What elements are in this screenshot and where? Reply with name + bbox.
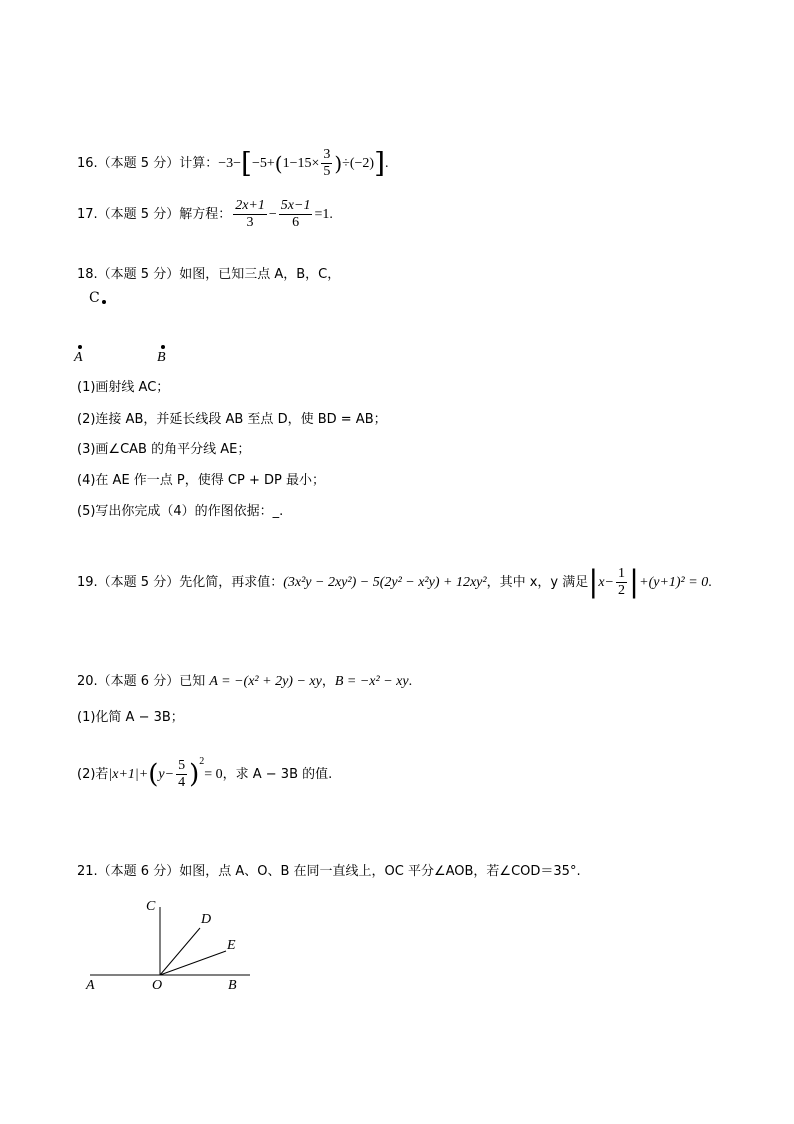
- q16-expr-pre: −3−: [218, 156, 242, 171]
- point-c-label: C: [89, 290, 100, 306]
- q17-fraction-2: [279, 198, 313, 231]
- point-b: [161, 345, 165, 349]
- q19-abs-open: |: [588, 564, 599, 600]
- q19-expr: (3x²y − 2xy²) − 5(2y² − x²y) + 12xy²: [283, 575, 487, 590]
- q17-f2-num: 5x−1: [280, 198, 311, 213]
- q18-item-3: (3)画∠CAB 的角平分线 AE；: [77, 442, 251, 457]
- q18-item-1: (1)画射线 AC；: [77, 380, 170, 395]
- q21-label-o: O: [152, 978, 163, 993]
- q20-item2-eq: = 0: [204, 767, 223, 782]
- question-21-header: 21.（本题 6 分）如图，点 A、O、B 在同一直线上，OC 平分∠AOB，若∠COD＝35°.: [77, 864, 581, 879]
- q21-label-c: C: [146, 899, 156, 914]
- q17-minus: −: [268, 207, 277, 222]
- q21-label-b: B: [228, 978, 237, 993]
- q17-f2-den: 6: [292, 215, 300, 230]
- q16-paren-close: ): [334, 151, 343, 176]
- question-20: [77, 672, 412, 692]
- point-a: [78, 345, 82, 349]
- q16-end: .: [385, 156, 389, 171]
- q20-expr-a: A = −(x² + 2y) − xy: [209, 674, 322, 689]
- q21-label-d: D: [201, 912, 212, 927]
- question-16: [77, 147, 389, 180]
- q16-bracket-close: ]: [374, 146, 386, 180]
- q20-item2-paren-pre: y−: [158, 767, 175, 782]
- q19-fraction: [616, 566, 627, 599]
- q18-item-4: (4)在 AE 作一点 P，使得 CP + DP 最小；: [77, 473, 325, 488]
- q17-fraction-1: [233, 198, 267, 231]
- q18-item-5: (5)写出你完成（4）的作图依据：_.: [77, 504, 284, 519]
- question-19-header: 19.（本题 5 分）先化简，再求值：: [77, 575, 284, 590]
- question-17-header: 17.（本题 5 分）解方程：: [77, 207, 232, 222]
- q20-item2-pre: (2)若: [77, 767, 109, 782]
- q19-frac-den: 2: [618, 583, 626, 598]
- q20-end: .: [408, 674, 413, 689]
- question-16-header: 16.（本题 5 分）计算：: [77, 156, 219, 171]
- q17-f1-num: 2x+1: [235, 198, 265, 213]
- question-20-header: 20.（本题 6 分）已知: [77, 674, 206, 689]
- q20-expr-b: B = −x² − xy: [334, 674, 409, 689]
- q16-expr-post: ÷: [342, 156, 350, 171]
- q16-frac-den: 5: [323, 164, 331, 179]
- q17-end: .: [329, 207, 333, 222]
- q19-cond-post: +(y+1)² = 0: [639, 575, 709, 590]
- q16-frac-num: 3: [323, 147, 331, 162]
- q20-frac-num: 5: [178, 758, 186, 773]
- question-19: [77, 566, 712, 599]
- q17-rhs: =1: [314, 207, 330, 222]
- q21-label-e: E: [227, 938, 236, 953]
- point-a-label: A: [74, 350, 83, 365]
- q16-neg2: (−2): [349, 156, 375, 171]
- q16-bracket-open: [: [241, 146, 252, 180]
- question-18-header: 18.（本题 5 分）如图，已知三点 A，B，C，: [77, 267, 341, 282]
- q19-frac-num: 1: [618, 566, 626, 581]
- q20-item-2: [77, 752, 332, 791]
- q20-paren-close: ): [189, 759, 200, 790]
- q19-cond-text: ，其中 x，y 满足: [486, 575, 589, 590]
- q16-paren-open: (: [274, 151, 283, 176]
- point-c: [102, 300, 106, 304]
- q20-item-1: (1)化简 A − 3B；: [77, 710, 184, 725]
- q18-item-2: (2)连接 AB，并延长线段 AB 至点 D，使 BD = AB；: [77, 412, 387, 427]
- q20-sep: ，: [321, 674, 335, 689]
- question-17: [77, 198, 333, 231]
- q19-end: .: [708, 575, 712, 590]
- q20-frac-den: 4: [178, 775, 186, 790]
- q17-f1-den: 3: [246, 215, 254, 230]
- q20-paren-open: (: [148, 759, 159, 790]
- point-b-label: B: [157, 350, 166, 365]
- q16-fraction: [321, 147, 332, 180]
- q20-square: 2: [199, 756, 205, 767]
- q20-fraction: [176, 758, 187, 791]
- q20-item2-abs: |x+1|+: [108, 767, 149, 782]
- q16-expr-in: −5+: [251, 156, 275, 171]
- q19-abs-close: |: [629, 564, 640, 600]
- q19-abs-pre: x−: [598, 575, 615, 590]
- q20-item2-post: ，求 A − 3B 的值.: [222, 767, 333, 782]
- q16-expr-in2: 1−15×: [282, 156, 320, 171]
- q21-label-a: A: [86, 978, 95, 993]
